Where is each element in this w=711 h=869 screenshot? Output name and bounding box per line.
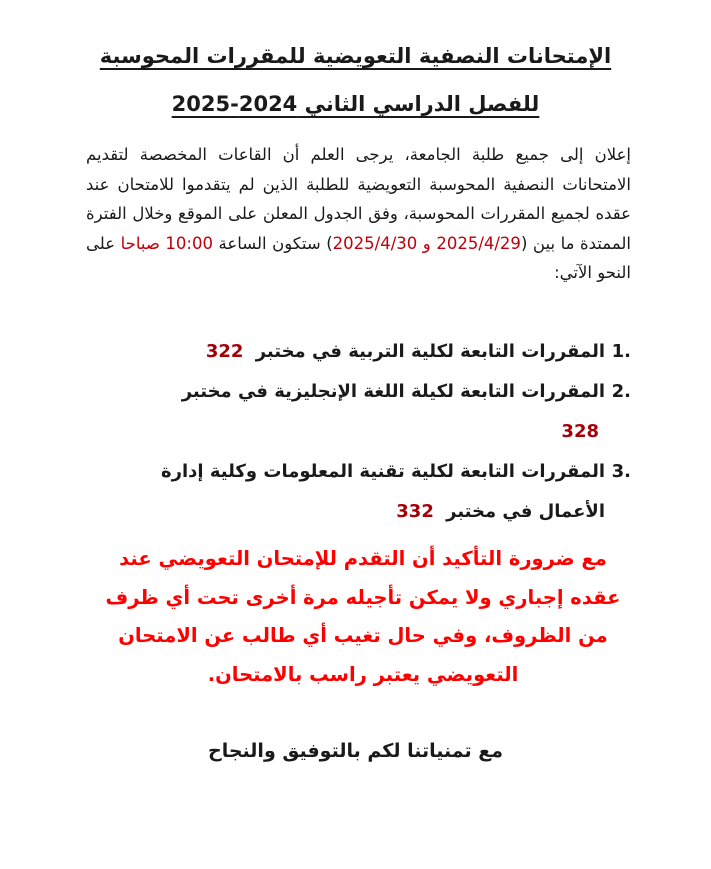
list-item	[161, 372, 631, 452]
lab-number: 328	[561, 421, 599, 442]
list-item-text: المقررات التابعة لكيلة اللغة الإنجليزية في مختبر	[181, 381, 605, 402]
list-item	[161, 332, 631, 372]
list-item	[161, 452, 631, 532]
announcement-paragraph	[86, 140, 631, 288]
warning-notice: مع ضرورة التأكيد أن التقدم للإمتحان التعويضي عند عقده إجباري ولا يمكن تأجيله مرة أخرى تحت أي ظرف من الظروف، وفي حال تغيب أي طالب عن الامتحان التعويضي يعتبر راسب بالامتحان.	[105, 547, 621, 686]
date-conjunction: و	[417, 233, 437, 253]
announcement-text-end: على النحو الآتي:	[86, 233, 631, 282]
list-item-number: 3.	[611, 461, 631, 482]
list-item-number: 2.	[611, 381, 631, 402]
date-end: 2025/4/30	[332, 233, 418, 253]
date-start: 2025/4/29	[436, 233, 521, 253]
lab-assignment-list	[161, 332, 631, 532]
list-item-text: المقررات التابعة لكلية تقنية المعلومات وكلية إدارة الأعمال في مختبر	[160, 461, 605, 522]
lab-number: 332	[396, 501, 434, 522]
page-subtitle: للفصل الدراسي الثاني 2024-2025	[171, 92, 540, 116]
page-title: الإمتحانات النصفية التعويضية للمقررات المحوسبة	[99, 44, 612, 68]
list-item-number: 1.	[611, 341, 631, 362]
announcement-text-time-prefix: ) ستكون الساعة	[212, 233, 333, 253]
announcement-text: إعلان إلى جميع طلبة الجامعة، يرجى العلم أن القاعات المخصصة لتقديم الامتحانات النصفية المحوسبة التعويضية للطلبة الذين لم يتقدموا للامتحان عند عقده لجميع المقررات المحوسبة، وفق الجدول المعلن على الموقع وخلال الفترة الممتدة ما بين (	[86, 145, 631, 253]
lab-number: 322	[205, 341, 244, 362]
closing-message: مع تمنياتنا لكم بالتوفيق والنجاح	[208, 740, 503, 762]
exam-time: 10:00 صباحا	[120, 233, 213, 253]
list-item-text: المقررات التابعة لكلية التربية في مختبر	[255, 341, 605, 362]
